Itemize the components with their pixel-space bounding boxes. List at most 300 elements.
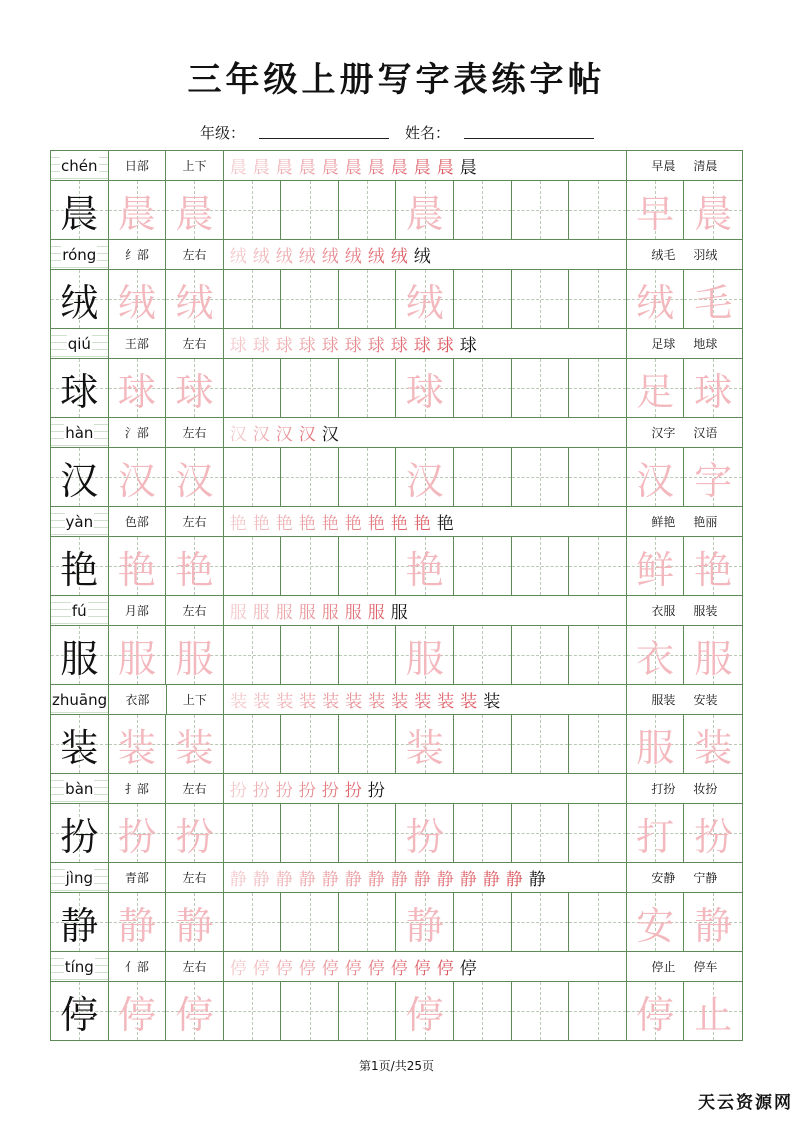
info-row [51,685,742,715]
stroke-step: 汉 [298,425,316,445]
practice-cell[interactable] [339,181,397,239]
practice-cell[interactable] [109,715,167,773]
stroke-step: 服 [344,603,362,623]
practice-cell[interactable] [109,537,167,595]
stroke-step: 服 [252,603,270,623]
radical: 日部 [109,151,167,180]
practice-cell[interactable] [569,270,627,328]
practice-cell[interactable] [166,626,224,684]
model-character: 晨 [60,191,99,236]
stroke-step: 装 [414,692,432,712]
trace-character: 艳 [405,547,444,592]
practice-cell[interactable] [166,715,224,773]
stroke-step: 绒 [390,247,408,267]
stroke-step: 服 [367,603,385,623]
practice-cell[interactable] [166,804,224,862]
trace-character: 停 [175,992,214,1037]
practice-cell[interactable] [569,715,627,773]
stroke-order [224,418,627,447]
practice-cell[interactable] [627,448,685,506]
practice-row [51,715,742,774]
pinyin: fú [71,601,87,620]
practice-cell[interactable] [339,982,397,1040]
practice-cell[interactable] [224,359,282,417]
student-info [200,122,594,143]
practice-cell[interactable] [224,270,282,328]
practice-cell[interactable] [224,804,282,862]
trace-character: 扮 [405,814,444,859]
practice-cell[interactable] [512,181,570,239]
vocab-words [627,240,742,269]
practice-cell[interactable] [339,626,397,684]
stroke-step: 绒 [344,247,362,267]
radical: 色部 [109,507,167,536]
trace-character: 停 [405,992,444,1037]
word-trace-character: 艳 [694,547,733,592]
practice-cell[interactable] [569,626,627,684]
word-trace-character: 静 [694,903,733,948]
practice-cell[interactable] [51,804,109,862]
vocab-word: 安装 [693,693,718,707]
practice-cell[interactable] [454,448,512,506]
practice-cell[interactable] [51,181,109,239]
stroke-step: 服 [229,603,247,623]
trace-character: 绒 [405,280,444,325]
practice-cell[interactable] [224,715,282,773]
trace-character: 球 [175,369,214,414]
practice-cell[interactable] [512,537,570,595]
practice-cell[interactable] [51,626,109,684]
pinyin: jìng [65,868,93,887]
stroke-step: 装 [391,692,409,712]
stroke-order [224,774,627,803]
name-field[interactable] [464,122,594,139]
stroke-step: 艳 [252,514,270,534]
practice-cell[interactable] [396,626,454,684]
practice-cell[interactable] [109,359,167,417]
stroke-step: 艳 [344,514,362,534]
character-block [51,685,742,774]
practice-cell[interactable] [281,715,339,773]
practice-cell[interactable] [396,715,454,773]
practice-cell[interactable] [454,893,512,951]
practice-cell[interactable] [627,537,685,595]
practice-cell[interactable] [166,359,224,417]
trace-character: 服 [405,636,444,681]
practice-cell[interactable] [569,537,627,595]
practice-cell[interactable] [627,982,685,1040]
practice-cell[interactable] [224,626,282,684]
stroke-step: 停 [436,959,454,979]
practice-cell[interactable] [684,893,742,951]
practice-cell[interactable] [569,181,627,239]
stroke-step: 球 [298,336,316,356]
pinyin: tíng [64,957,94,976]
trace-character: 艳 [175,547,214,592]
practice-cell[interactable] [512,893,570,951]
stroke-step: 装 [483,692,501,712]
stroke-step: 服 [298,603,316,623]
stroke-step: 停 [344,959,362,979]
practice-cell[interactable] [454,626,512,684]
practice-cell[interactable] [396,270,454,328]
stroke-step: 停 [390,959,408,979]
info-row [51,596,742,626]
practice-cell[interactable] [166,448,224,506]
structure: 上下 [167,685,225,714]
radical: 青部 [109,863,167,892]
stroke-step: 装 [345,692,363,712]
stroke-step: 球 [275,336,293,356]
practice-cell[interactable] [281,626,339,684]
stroke-step: 停 [229,959,247,979]
trace-character: 绒 [117,280,156,325]
vocab-word: 足球 [651,337,676,351]
trace-character: 扮 [117,814,156,859]
vocab-word: 服装 [693,604,718,618]
practice-cell[interactable] [627,893,685,951]
practice-cell[interactable] [684,359,742,417]
grade-field[interactable] [259,122,389,139]
vocab-words [627,418,742,447]
stroke-order [224,863,627,892]
stroke-step: 球 [229,336,247,356]
character-block [51,596,742,685]
stroke-step: 装 [322,692,340,712]
vocab-word: 艳丽 [693,515,718,529]
practice-cell[interactable] [281,181,339,239]
practice-cell[interactable] [396,359,454,417]
practice-cell[interactable] [569,982,627,1040]
practice-cell[interactable] [512,626,570,684]
practice-cell[interactable] [224,893,282,951]
practice-cell[interactable] [109,804,167,862]
practice-cell[interactable] [454,537,512,595]
stroke-step: 球 [459,336,477,356]
practice-cell[interactable] [512,448,570,506]
practice-cell[interactable] [684,181,742,239]
practice-cell[interactable] [512,359,570,417]
stroke-step: 绒 [413,247,431,267]
practice-cell[interactable] [51,982,109,1040]
vocab-word: 绒毛 [651,248,676,262]
practice-cell[interactable] [281,537,339,595]
practice-cell[interactable] [339,893,397,951]
practice-cell[interactable] [51,537,109,595]
practice-cell[interactable] [684,982,742,1040]
practice-cell[interactable] [627,359,685,417]
grade-label: 年级： [200,124,246,142]
practice-cell[interactable] [396,982,454,1040]
stroke-step: 晨 [321,158,339,178]
character-block [51,863,742,952]
stroke-step: 静 [459,870,477,890]
vocab-word: 地球 [693,337,718,351]
stroke-step: 装 [276,692,294,712]
stroke-step: 装 [460,692,478,712]
stroke-step: 扮 [367,781,385,801]
stroke-step: 晨 [275,158,293,178]
pinyin: bàn [65,779,94,798]
practice-cell[interactable] [454,181,512,239]
watermark-logo: 天云资源网 [698,1093,793,1113]
trace-character: 艳 [117,547,156,592]
practice-cell[interactable] [454,270,512,328]
structure: 上下 [166,151,224,180]
practice-cell[interactable] [339,537,397,595]
stroke-step: 球 [413,336,431,356]
practice-cell[interactable] [51,715,109,773]
model-character: 汉 [60,458,99,503]
practice-cell[interactable] [339,804,397,862]
structure: 左右 [166,863,224,892]
pinyin-cell [51,240,109,269]
practice-cell[interactable] [166,537,224,595]
practice-cell[interactable] [396,448,454,506]
practice-cell[interactable] [454,359,512,417]
model-character: 装 [60,725,99,770]
vocab-word: 宁静 [693,871,718,885]
structure: 左右 [166,418,224,447]
info-row [51,863,742,893]
pinyin-cell [51,952,109,981]
stroke-step: 艳 [298,514,316,534]
info-row [51,774,742,804]
character-block [51,952,742,1040]
practice-cell[interactable] [281,359,339,417]
practice-cell[interactable] [51,359,109,417]
vocab-word: 鲜艳 [651,515,676,529]
stroke-step: 停 [413,959,431,979]
vocab-word: 清晨 [693,159,718,173]
stroke-step: 艳 [390,514,408,534]
vocab-word: 安静 [651,871,676,885]
radical: 亻部 [109,952,167,981]
practice-row [51,893,742,952]
stroke-order [224,952,627,981]
word-trace-character: 汉 [636,458,675,503]
info-row [51,329,742,359]
practice-cell[interactable] [569,359,627,417]
practice-cell[interactable] [512,982,570,1040]
stroke-step: 晨 [367,158,385,178]
practice-cell[interactable] [627,181,685,239]
practice-cell[interactable] [224,982,282,1040]
stroke-step: 扮 [275,781,293,801]
practice-cell[interactable] [166,270,224,328]
character-block [51,329,742,418]
practice-cell[interactable] [51,893,109,951]
stroke-order [224,240,627,269]
practice-cell[interactable] [512,270,570,328]
practice-cell[interactable] [684,537,742,595]
vocab-words [627,507,742,536]
radical: 月部 [109,596,167,625]
stroke-step: 球 [344,336,362,356]
practice-cell[interactable] [281,804,339,862]
stroke-step: 汉 [229,425,247,445]
practice-cell[interactable] [396,804,454,862]
character-block [51,240,742,329]
word-trace-character: 服 [636,725,675,770]
stroke-step: 扮 [252,781,270,801]
vocab-word: 服装 [651,693,676,707]
practice-cell[interactable] [454,982,512,1040]
practice-cell[interactable] [684,626,742,684]
stroke-step: 静 [436,870,454,890]
word-trace-character: 早 [636,191,675,236]
radical: 氵部 [109,418,167,447]
practice-cell[interactable] [109,181,167,239]
page-number: 第1页/共25页 [359,1059,434,1073]
practice-cell[interactable] [339,448,397,506]
practice-cell[interactable] [281,270,339,328]
pinyin-cell [51,596,109,625]
practice-cell[interactable] [109,448,167,506]
word-trace-character: 晨 [694,191,733,236]
practice-cell[interactable] [109,893,167,951]
practice-cell[interactable] [224,181,282,239]
word-trace-character: 停 [636,992,675,1037]
radical: 纟部 [109,240,167,269]
practice-cell[interactable] [512,715,570,773]
stroke-step: 晨 [413,158,431,178]
stroke-step: 晨 [298,158,316,178]
stroke-order [224,685,627,714]
trace-character: 球 [117,369,156,414]
practice-cell[interactable] [627,715,685,773]
practice-cell[interactable] [166,982,224,1040]
practice-cell[interactable] [281,448,339,506]
practice-cell[interactable] [109,270,167,328]
trace-character: 服 [175,636,214,681]
stroke-step: 球 [390,336,408,356]
stroke-step: 球 [436,336,454,356]
practice-cell[interactable] [684,448,742,506]
pinyin-cell [51,774,109,803]
vocab-words [627,329,742,358]
practice-cell[interactable] [51,270,109,328]
practice-cell[interactable] [454,804,512,862]
practice-row [51,804,742,863]
practice-cell[interactable] [396,893,454,951]
pinyin: qiú [67,334,91,353]
trace-character: 静 [117,903,156,948]
radical: 扌部 [109,774,167,803]
vocab-words [627,596,742,625]
stroke-order [224,507,627,536]
practice-cell[interactable] [281,982,339,1040]
info-row [51,240,742,270]
stroke-step: 静 [252,870,270,890]
practice-grid [50,150,743,1041]
practice-cell[interactable] [569,804,627,862]
practice-cell[interactable] [396,537,454,595]
trace-character: 装 [405,725,444,770]
stroke-step: 艳 [413,514,431,534]
practice-cell[interactable] [454,715,512,773]
stroke-step: 装 [368,692,386,712]
practice-cell[interactable] [166,181,224,239]
practice-cell[interactable] [569,448,627,506]
practice-cell[interactable] [339,359,397,417]
vocab-words [627,151,742,180]
vocab-word: 衣服 [651,604,676,618]
vocab-words [627,952,742,981]
model-character: 静 [60,903,99,948]
model-character: 艳 [60,547,99,592]
stroke-step: 停 [459,959,477,979]
pinyin-cell [51,151,109,180]
stroke-step: 停 [321,959,339,979]
stroke-step: 静 [321,870,339,890]
vocab-word: 早晨 [651,159,676,173]
practice-cell[interactable] [51,448,109,506]
stroke-step: 装 [253,692,271,712]
info-row [51,151,742,181]
practice-cell[interactable] [684,715,742,773]
practice-row [51,626,742,685]
practice-row [51,270,742,329]
practice-cell[interactable] [627,626,685,684]
practice-cell[interactable] [281,893,339,951]
stroke-step: 球 [252,336,270,356]
structure: 左右 [166,952,224,981]
trace-character: 扮 [175,814,214,859]
practice-cell[interactable] [627,804,685,862]
practice-cell[interactable] [569,893,627,951]
stroke-order [224,596,627,625]
trace-character: 静 [175,903,214,948]
word-trace-character: 扮 [694,814,733,859]
stroke-step: 扮 [229,781,247,801]
stroke-step: 扮 [321,781,339,801]
word-trace-character: 球 [694,369,733,414]
model-character: 绒 [60,280,99,325]
stroke-step: 扮 [344,781,362,801]
vocab-word: 停车 [693,960,718,974]
pinyin: hàn [65,423,94,442]
practice-cell[interactable] [627,270,685,328]
structure: 左右 [166,240,224,269]
stroke-step: 装 [437,692,455,712]
practice-cell[interactable] [512,804,570,862]
pinyin-cell [51,863,109,892]
character-block [51,151,742,240]
practice-cell[interactable] [109,982,167,1040]
stroke-step: 扮 [298,781,316,801]
practice-cell[interactable] [224,448,282,506]
practice-cell[interactable] [109,626,167,684]
stroke-step: 绒 [321,247,339,267]
practice-cell[interactable] [339,715,397,773]
trace-character: 停 [117,992,156,1037]
model-character: 服 [60,636,99,681]
practice-cell[interactable] [339,270,397,328]
practice-cell[interactable] [166,893,224,951]
stroke-order [224,151,627,180]
stroke-step: 球 [367,336,385,356]
practice-cell[interactable] [684,270,742,328]
practice-cell[interactable] [396,181,454,239]
practice-cell[interactable] [224,537,282,595]
stroke-step: 停 [298,959,316,979]
trace-character: 汉 [175,458,214,503]
practice-cell[interactable] [684,804,742,862]
stroke-step: 晨 [252,158,270,178]
stroke-step: 服 [321,603,339,623]
word-trace-character: 装 [694,725,733,770]
